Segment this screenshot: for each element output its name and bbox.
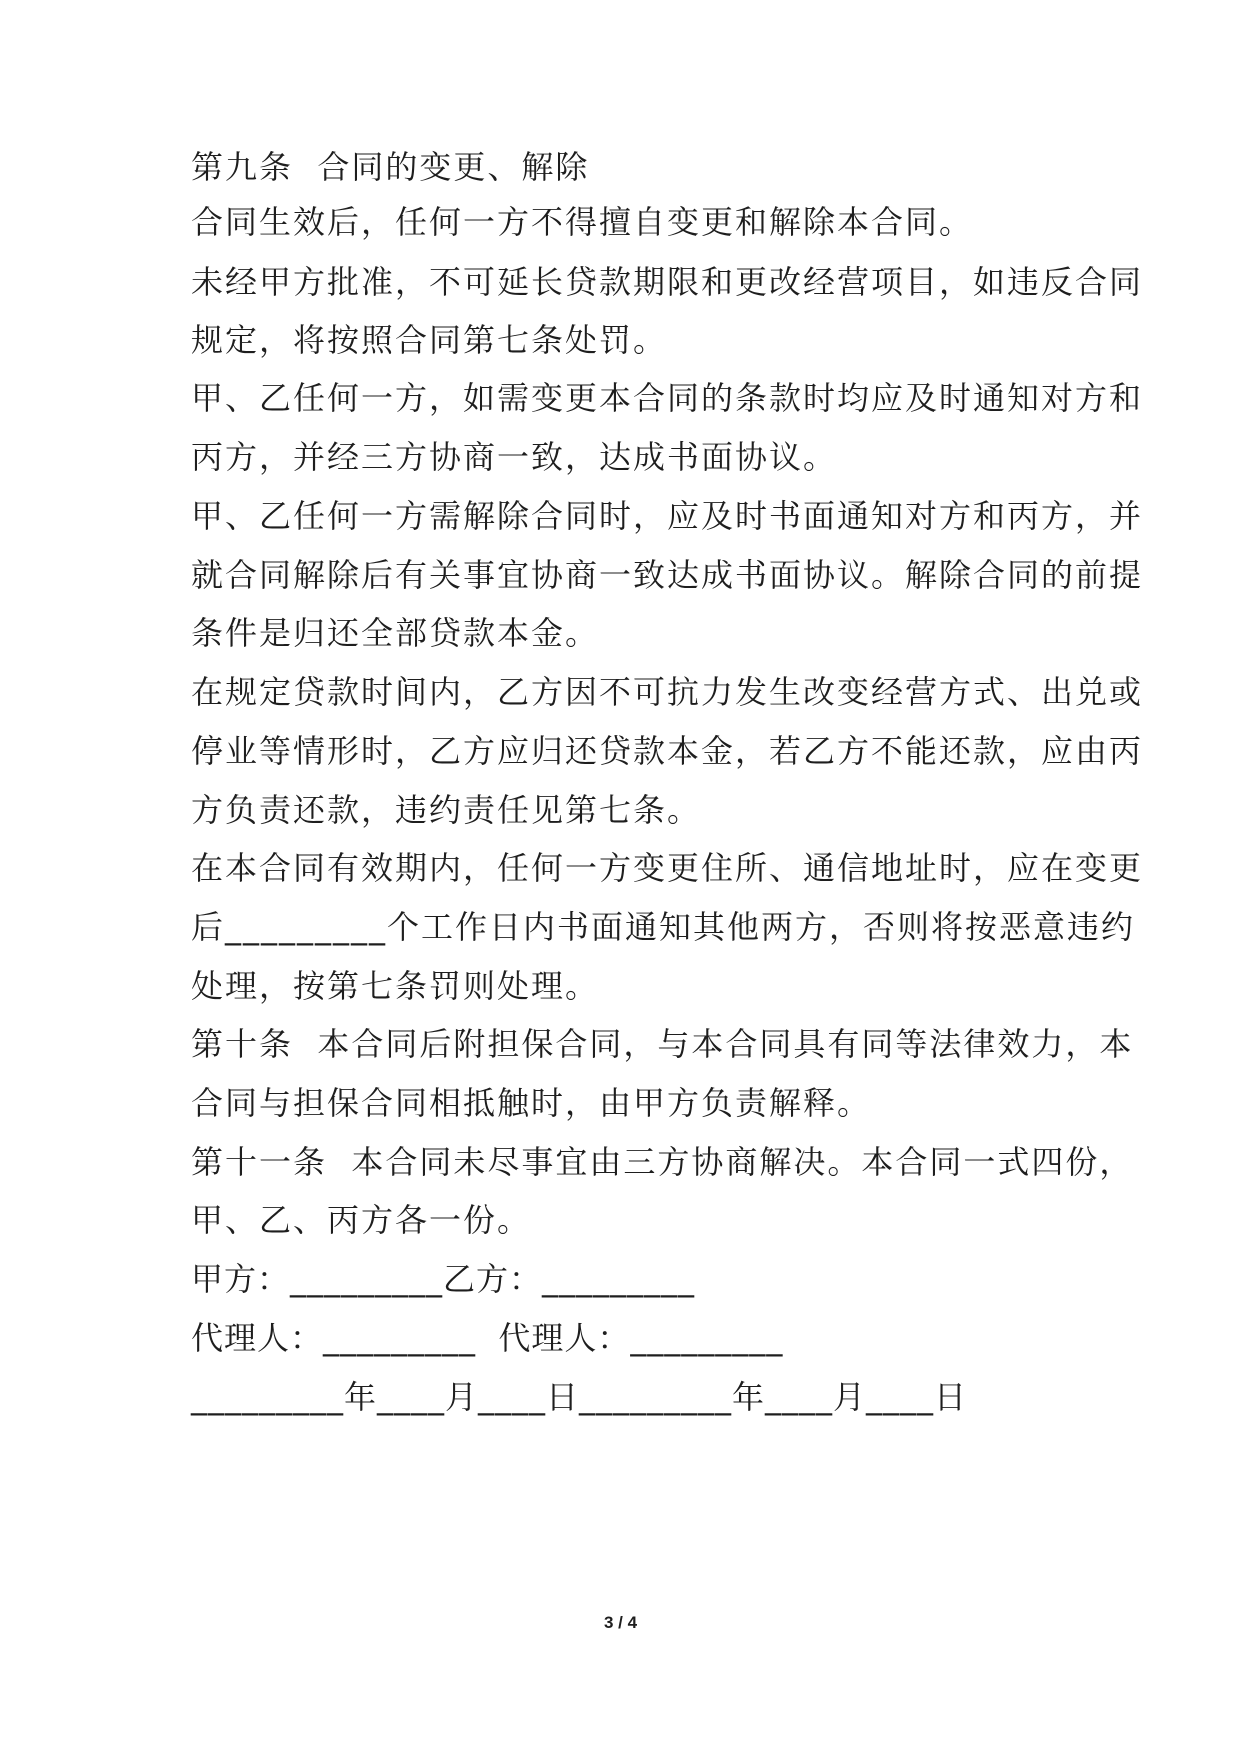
signature-agent-line: 代理人：_________ 代理人：_________ [191,1319,784,1357]
paragraph-line: 在规定贷款时间内，乙方因不可抗力发生改变经营方式、出兑或 [191,673,1144,711]
paragraph-line: 未经甲方批准，不可延长贷款期限和更改经营项目，如违反合同 [191,263,1144,301]
article-10-line: 第十条 本合同后附担保合同，与本合同具有同等法律效力，本 [191,1025,1134,1063]
article-9-heading: 第九条 合同的变更、解除 [191,148,590,186]
signature-party-line: 甲方：_________乙方：_________ [191,1260,696,1298]
paragraph-line: 合同与担保合同相抵触时，由甲方负责解释。 [191,1084,872,1122]
article-11-line: 第十一条 本合同未尽事宜由三方协商解决。本合同一式四份， [191,1143,1134,1181]
paragraph-line: 方负责还款，违约责任见第七条。 [191,791,702,829]
paragraph-line: 后_________个工作日内书面通知其他两方，否则将按恶意违约 [191,908,1136,946]
paragraph-line: 甲、乙任何一方需解除合同时，应及时书面通知对方和丙方，并 [191,497,1144,535]
paragraph-line: 甲、乙任何一方，如需变更本合同的条款时均应及时通知对方和 [191,379,1144,417]
paragraph-line: 条件是归还全部贷款本金。 [191,614,600,652]
paragraph-line: 停业等情形时，乙方应归还贷款本金，若乙方不能还款，应由丙 [191,732,1144,770]
paragraph-line: 在本合同有效期内，任何一方变更住所、通信地址时，应在变更 [191,849,1144,887]
paragraph-line: 就合同解除后有关事宜协商一致达成书面协议。解除合同的前提 [191,556,1144,594]
paragraph-line: 处理，按第七条罚则处理。 [191,967,600,1005]
signature-date-line: _________年____月____日_________年____月____日 [191,1378,968,1416]
paragraph-line: 甲、乙、丙方各一份。 [191,1201,532,1239]
paragraph-line: 规定，将按照合同第七条处罚。 [191,321,668,359]
paragraph-line: 丙方，并经三方协商一致，达成书面协议。 [191,438,838,476]
paragraph-line: 合同生效后，任何一方不得擅自变更和解除本合同。 [191,203,974,241]
page-number: 3 / 4 [603,1613,638,1632]
